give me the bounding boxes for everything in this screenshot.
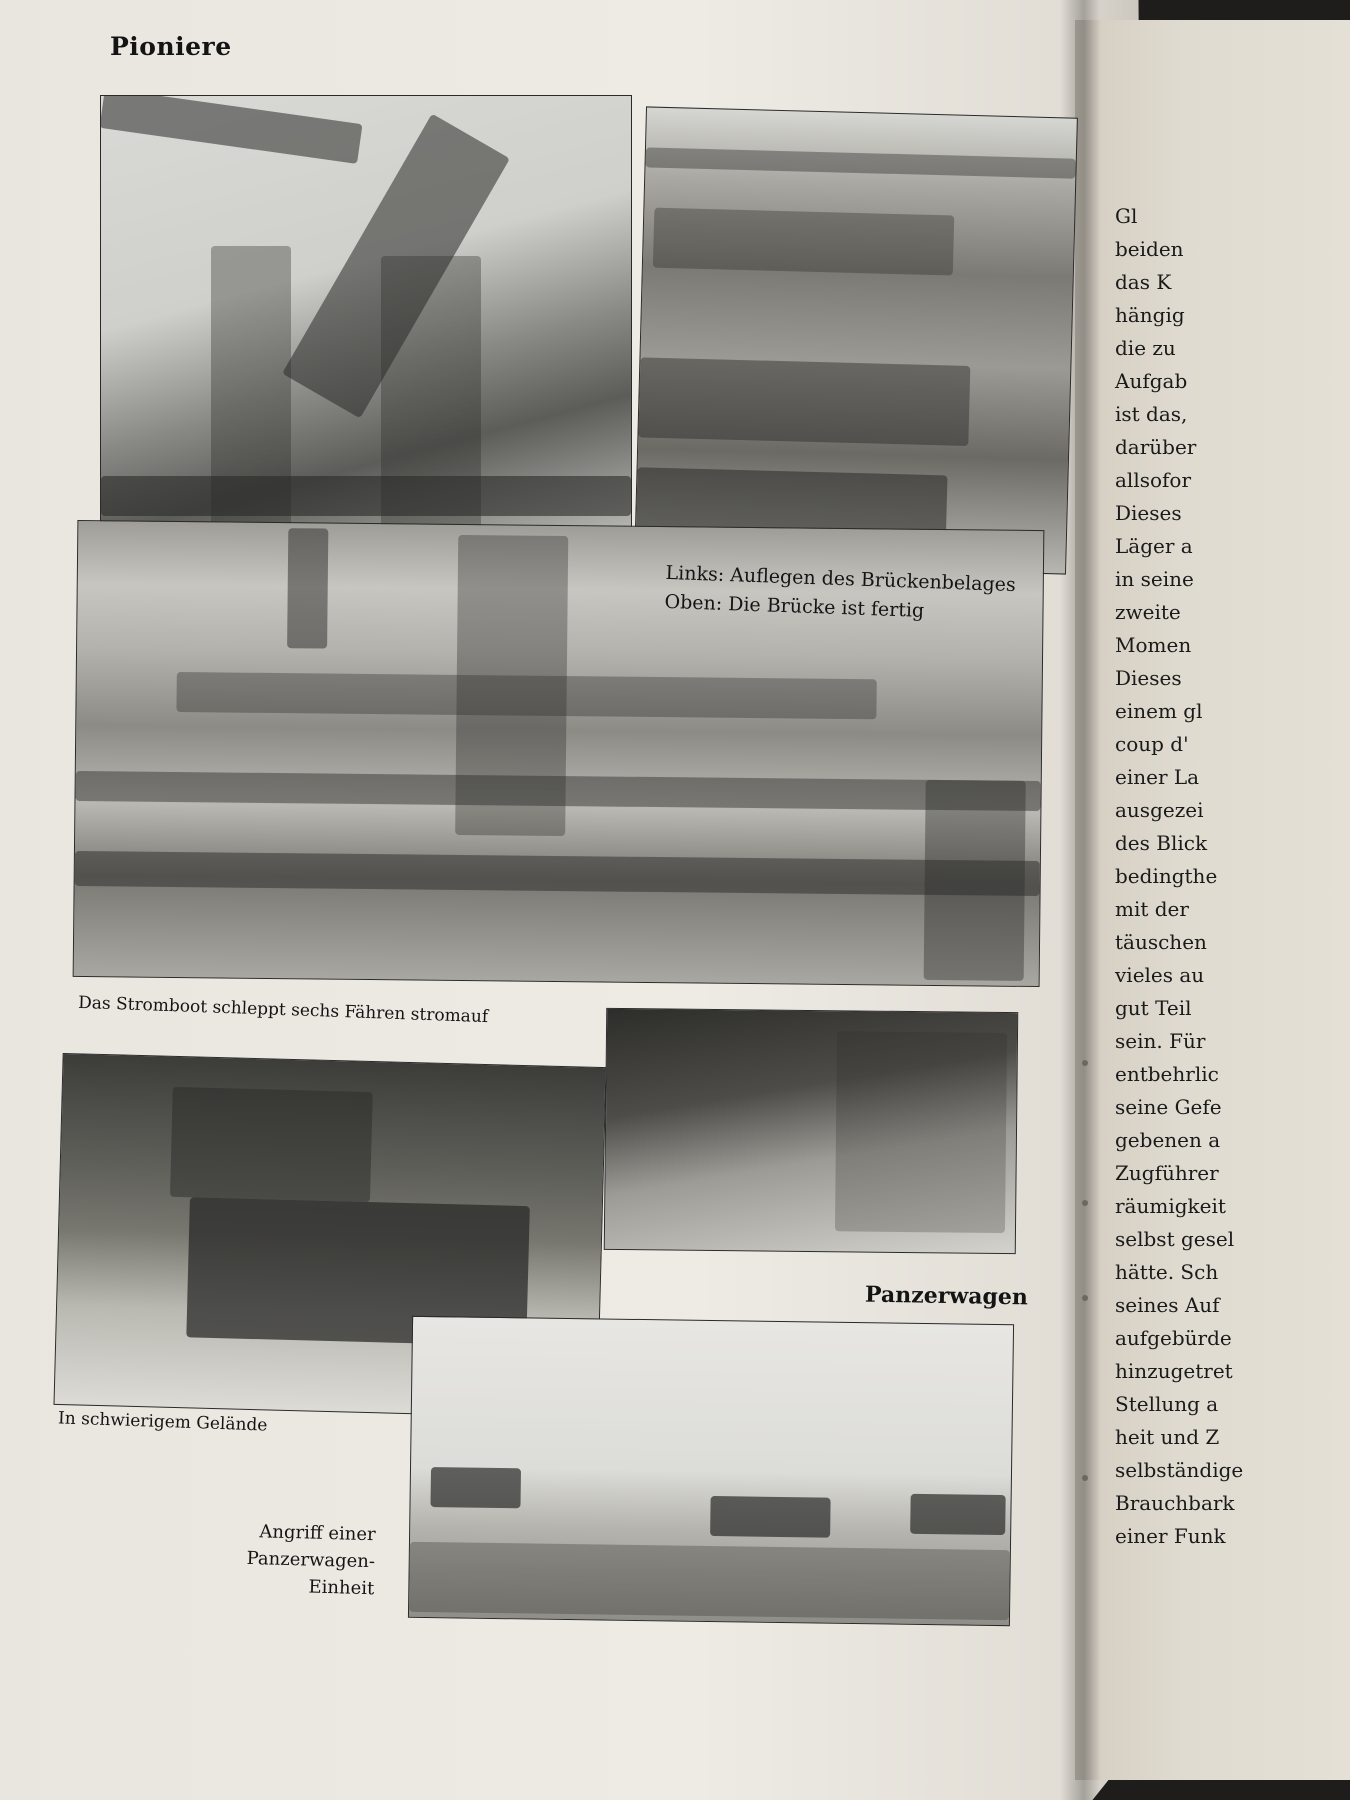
right-page-text-line: ist das, [1115, 402, 1188, 426]
right-page-text-line: hätte. Sch [1115, 1260, 1219, 1284]
right-page-text-line: sein. Für [1115, 1029, 1206, 1053]
right-page-text-line: Dieses [1115, 666, 1182, 690]
caption-bridge [664, 559, 1016, 628]
right-page-text-line: beiden [1115, 237, 1184, 261]
caption-angriff-line1: Angriff einer Panzerwagen- [246, 1521, 376, 1573]
right-page-text-line: Aufgab [1115, 369, 1188, 393]
photo-bridge-decking [100, 95, 632, 542]
right-page-text-line: Stellung a [1115, 1392, 1219, 1416]
section-title-panzerwagen: Panzerwagen [864, 1281, 1029, 1311]
caption-bridge-line1: Links: Auflegen des Brückenbelages [665, 561, 1017, 597]
right-page-text-line: vieles au [1115, 963, 1205, 987]
right-page-text-line: Momen [1115, 633, 1192, 657]
right-page-text-line: einer Funk [1115, 1524, 1226, 1548]
right-page-text-line: coup d' [1115, 732, 1189, 756]
right-page-text-line: selbständige [1115, 1458, 1244, 1482]
right-page-text-line: selbst gesel [1115, 1227, 1235, 1251]
right-page-text-line: die zu [1115, 336, 1176, 360]
caption-angriff [124, 1515, 376, 1603]
right-page-text-line: entbehrlic [1115, 1062, 1219, 1086]
right-page-text-line: in seine [1115, 567, 1194, 591]
right-page-text-line: ausgezei [1115, 798, 1204, 822]
right-page-text-line: mit der [1115, 897, 1189, 921]
right-page-text-line: zweite [1115, 600, 1181, 624]
right-page-text-line: einer La [1115, 765, 1200, 789]
right-page-text-line: darüber [1115, 435, 1197, 459]
right-page-text-line: aufgebürde [1115, 1326, 1232, 1350]
right-page-text-line: heit und Z [1115, 1425, 1220, 1449]
right-page-text-line: täuschen [1115, 930, 1207, 954]
section-title: Pioniere [110, 32, 232, 61]
caption-bridge-line2: Oben: Die Brücke ist fertig [664, 590, 925, 622]
binding-hole [1082, 1295, 1088, 1301]
caption-gelaende: In schwierigem Gelände [57, 1408, 268, 1436]
photo-boat-wake [604, 1008, 1019, 1254]
caption-angriff-line2: Einheit [308, 1576, 375, 1600]
right-page-text-line: räumigkeit [1115, 1194, 1226, 1218]
right-page-text-line: bedingthe [1115, 864, 1218, 888]
right-page-text-line: des Blick [1115, 831, 1208, 855]
right-page-text-line: hinzugetret [1115, 1359, 1233, 1383]
binding-hole [1082, 1200, 1088, 1206]
right-page-text-line: allsofor [1115, 468, 1192, 492]
photo-finished-bridge [634, 106, 1078, 574]
caption-stromboot: Das Stromboot schleppt sechs Fähren stromauf [77, 992, 489, 1028]
right-page-text-line: Gl [1115, 204, 1138, 228]
right-page-text-line: Zugführer [1115, 1161, 1219, 1185]
right-page-text-line: Läger a [1115, 534, 1193, 558]
right-page-text-column [1115, 200, 1350, 1553]
right-page-text-line: Brauchbark [1115, 1491, 1235, 1515]
binding-hole [1082, 1060, 1088, 1066]
right-page-text-line: seine Gefe [1115, 1095, 1222, 1119]
right-page-text-line: gut Teil [1115, 996, 1192, 1020]
right-page-text-line: seines Auf [1115, 1293, 1220, 1317]
right-page-text-line: Dieses [1115, 501, 1182, 525]
right-page-text-line: gebenen a [1115, 1128, 1221, 1152]
right-page-text-line: einem gl [1115, 699, 1203, 723]
photo-tank-attack [408, 1316, 1014, 1626]
binding-hole [1082, 1475, 1088, 1481]
right-page-text-line: hängig [1115, 303, 1185, 327]
right-page-text-line: das K [1115, 270, 1172, 294]
